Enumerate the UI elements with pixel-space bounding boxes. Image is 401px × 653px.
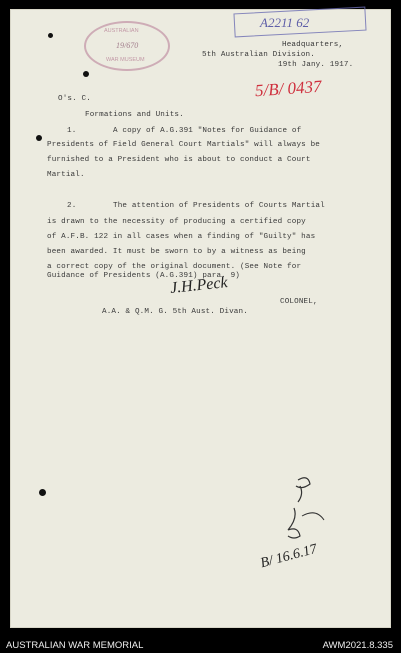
header-date: 19th Jany. 1917. xyxy=(278,61,354,69)
para1-number: 1. xyxy=(67,127,77,135)
para2-line: of A.F.B. 122 in all cases when a finding of "Guilty" has xyxy=(47,233,316,241)
punch-hole xyxy=(39,489,46,496)
header-headquarters: Headquarters, xyxy=(282,41,344,49)
registry-number: A2211 62 xyxy=(260,15,310,30)
para2-line: is drawn to the necessity of producing a certified copy xyxy=(47,218,306,226)
stamp-number: 19/670 xyxy=(116,41,139,50)
signature-title: A.A. & Q.M. G. 5th Aust. Divan. xyxy=(102,308,248,316)
stamp-top-text: AUSTRALIAN xyxy=(104,28,139,34)
para2-line: Guidance of Presidents (A.G.391) para. 9) xyxy=(47,272,240,280)
para1-line: Presidents of Field General Court Martials" will always be xyxy=(47,141,321,149)
red-reference-number: 5/B/ 0437 xyxy=(254,76,323,101)
footer-institution: AUSTRALIAN WAR MEMORIAL xyxy=(6,640,144,651)
museum-stamp xyxy=(84,21,170,71)
punch-hole xyxy=(36,135,42,141)
para1-line: A copy of A.G.391 "Notes for Guidance of xyxy=(113,127,302,135)
signature-rank: COLONEL, xyxy=(280,298,318,306)
header-division: 5th Australian Division. xyxy=(202,51,315,59)
para1-line: furnished to a President who is about to conduct a Court xyxy=(47,156,311,164)
formations-line: Formations and Units. xyxy=(85,111,184,119)
para2-line: been awarded. It must be sworn to by a witness as being xyxy=(47,248,306,256)
handwritten-signature: J.H.Peck xyxy=(169,274,229,297)
punch-hole xyxy=(48,33,53,38)
para2-number: 2. xyxy=(67,202,77,210)
document-page xyxy=(10,9,391,628)
addressee: O's. C. xyxy=(58,95,91,103)
marginal-date: B/ 16.6.17 xyxy=(258,541,319,572)
stamp-bottom-text: WAR MUSEUM xyxy=(106,57,145,63)
para1-line: Martial. xyxy=(47,171,85,179)
footer-accession-number: AWM2021.8.335 xyxy=(322,640,393,651)
para2-line: a correct copy of the original document. (See Note for xyxy=(47,263,302,271)
para2-line: The attention of Presidents of Courts Martial xyxy=(113,202,325,210)
punch-hole xyxy=(83,71,89,77)
